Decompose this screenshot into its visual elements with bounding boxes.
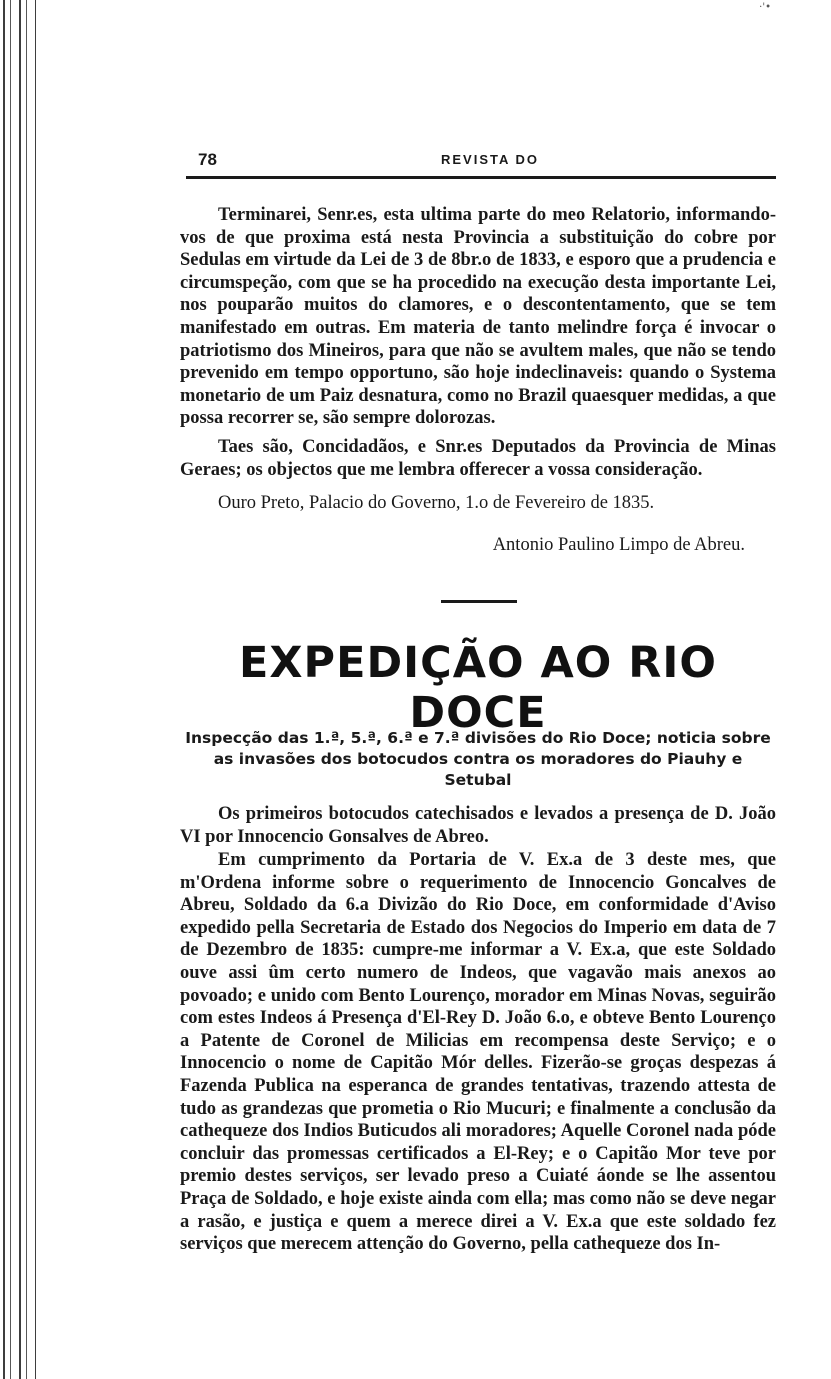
page-header bbox=[186, 146, 776, 178]
section-paragraph-1: Os primeiros botocudos catechisados e levados a presença de D. João VI por Innocencio Gonsalves de Abreo. bbox=[180, 804, 776, 847]
scan-binding-edge bbox=[0, 0, 36, 1379]
page-number: 78 bbox=[198, 150, 217, 169]
signature: Antonio Paulino Limpo de Abreu. bbox=[492, 535, 745, 555]
section-title: EXPEDIÇÃO AO RIO DOCE bbox=[239, 638, 717, 738]
header-rule bbox=[186, 176, 776, 179]
dateline: Ouro Preto, Palacio do Governo, 1.o de Fevereiro de 1835. bbox=[218, 493, 655, 513]
running-head: REVISTA DO bbox=[441, 152, 540, 167]
section-divider bbox=[441, 600, 517, 603]
section-paragraph-2: Em cumprimento da Portaria de V. Ex.a de 3 deste mes, que m'Ordena informe sobre o requerimento de Innocencio Goncalves de Abreu, Soldado da 6.a Divizão do Rio Doce, em conformidade d'Aviso expedido pella Secretaria de Estado dos Negocios do Imperio em data de 7 de Dezembro de 1835: cumpre-me informar a V. Ex.a, que este Soldado ouve assi ûm certo numero de Indeos, que vagavão mais anexos ao povoado; e unido com Bento Lourenço, morador em Minas Novas, seguirão com estes Indeos á Presença d'El-Rey D. João 6.o, e obteve Bento Lourenço a Patente de Coronel de Milicias em recompensa deste Serviço; e o Innocencio o nome de Capitão Mór delles. Fizerão-se groças despezas á Fazenda Publica na esperanca de grandes tentativas, trazendo attesta de tudo as grandezas que prometia o Rio Mucuri; e finalmente a conclusão da cathequeze dos Indios Buticudos ali moradores; Aquelle Coronel nada póde concluir das promessas certificados a El-Rey; e o Capitão Mor teve por premio destes serviços, ser levado preso a Cuiaté áonde se lhe assentou Praça de Soldado, e hoje existe ainda com ella; mas como não se deve negar a rasão, e justiça e quem a merece direi a V. Ex.a que este soldado fez serviços que merecem attenção do Governo, pella cathequeze dos In- bbox=[180, 850, 776, 1255]
report-paragraph-2: Taes são, Concidadãos, e Snr.es Deputados da Provincia de Minas Geraes; os objectos que me lembra offerecer a vossa consideração. bbox=[180, 437, 776, 480]
report-paragraph-1: Terminarei, Senr.es, esta ultima parte do meo Relatorio, informando-vos de que proxima está nesta Provincia a substituição do cobre por Sedulas em virtude da Lei de 3 de 8br.o de 1833, e esporo que a prudencia e circumspeção, com que se ha procedido na execução desta importante Lei, nos pouparão muitos do clamores, e o descontentamento, que se tem manifestado em outras. Em materia de tanto melindre força é invocar o patriotismo dos Mineiros, para que não se avultem males, que não se tendo prevenido em tempo opportuno, são hoje indeclinaveis: quando o Systema monetario de um Paiz desnatura, como no Brazil quaesquer medidas, a que possa recorrer se, são sempre dolorozas. bbox=[180, 205, 776, 429]
corner-mark: ·'• bbox=[759, 2, 771, 13]
section-subtitle: Inspecção das 1.ª, 5.ª, 6.ª e 7.ª divisões do Rio Doce; noticia sobre as invasões dos botocudos contra os moradores do Piauhy e Setubal bbox=[185, 729, 771, 789]
